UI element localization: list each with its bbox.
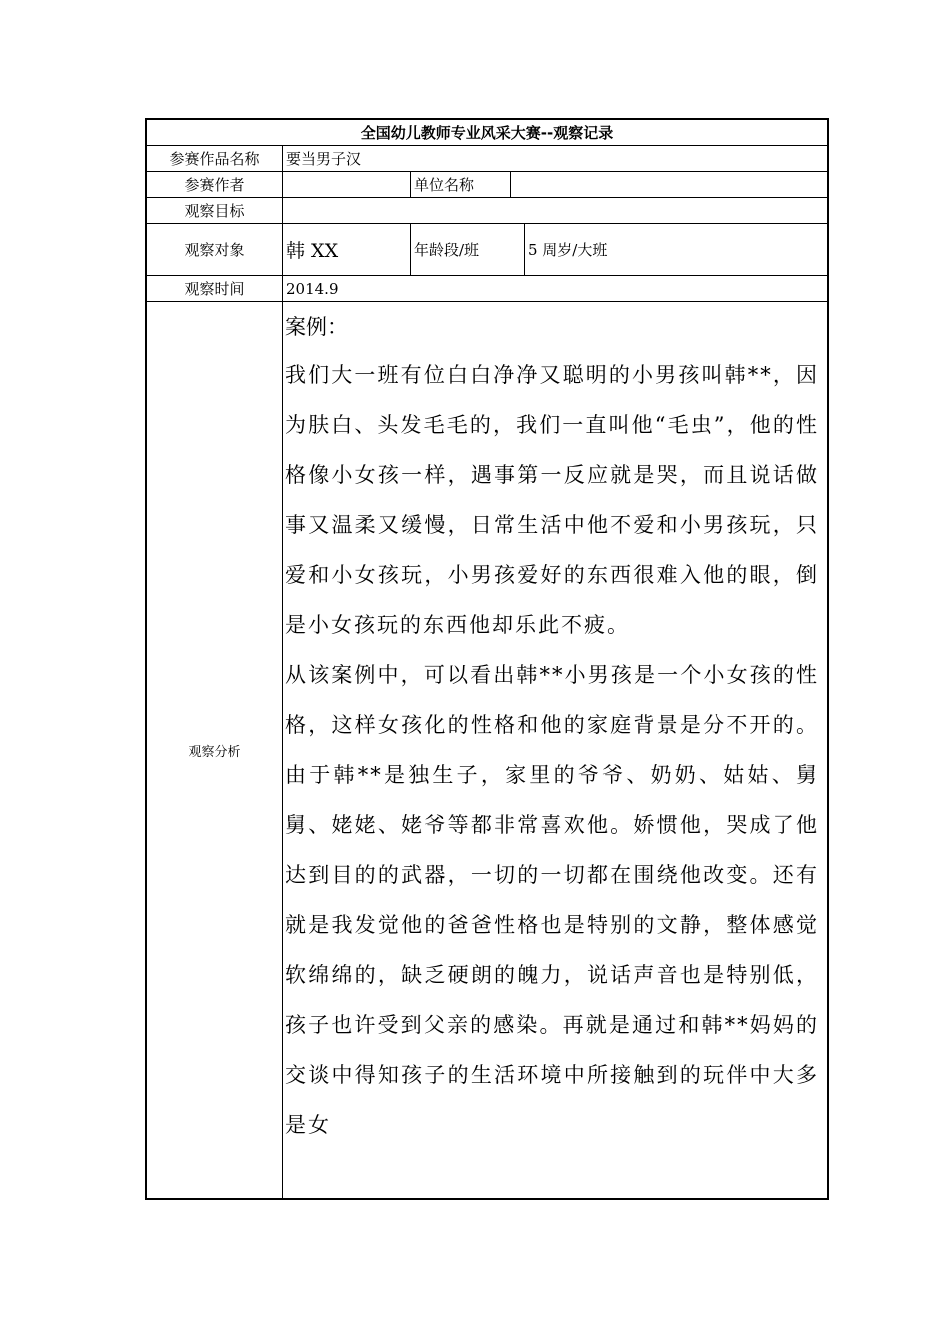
goal-label: 观察目标 [147, 198, 283, 223]
analysis-paragraph-1: 我们大一班有位白白净净又聪明的小男孩叫韩**，因为肤白、头发毛毛的，我们一直叫他“毛虫”，他的性格像小女孩一样，遇事第一反应就是哭，而且说话做事又温柔又缓慢，日常生活中他不爱和小男孩玩，只爱和小女孩玩，小男孩爱好的东西很难入他的眼，倒是小女孩玩的东西他却乐此不疲。 [285, 363, 819, 637]
time-label: 观察时间 [147, 276, 283, 301]
case-title: 案例： [285, 315, 348, 339]
title-row [147, 120, 827, 146]
work-name-row [147, 146, 827, 172]
table-title: 全国幼儿教师专业风采大赛--观察记录 [360, 124, 614, 142]
goal-value [283, 198, 827, 223]
time-value: 2014.9 [286, 279, 339, 298]
unit-value [511, 172, 827, 197]
subject-row [147, 224, 827, 276]
goal-row [147, 198, 827, 224]
analysis-paragraph-2: 从该案例中，可以看出韩**小男孩是一个小女孩的性格，这样女孩化的性格和他的家庭背景是分不开的。由于韩**是独生子，家里的爷爷、奶奶、姑姑、舅舅、姥姥、姥爷等都非常喜欢他。娇惯他，哭成了他达到目的的武器，一切的一切都在围绕他改变。还有就是我发觉他的爸爸性格也是特别的文静，整体感觉软绵绵的，缺乏硬朗的魄力，说话声音也是特别低，孩子也许受到父亲的感染。再就是通过和韩**妈妈的交谈中得知孩子的生活环境中所接触到的玩伴中大多是女 [285, 663, 819, 1137]
analysis-row [147, 302, 827, 1198]
time-row [147, 276, 827, 302]
work-name-value: 要当男子汉 [286, 150, 362, 168]
observation-record-table [145, 118, 829, 1200]
unit-label: 单位名称 [411, 172, 511, 197]
analysis-content [283, 302, 827, 1198]
subject-value: 韩 XX [283, 224, 411, 275]
subject-label: 观察对象 [147, 224, 283, 275]
age-value: 5 周岁/大班 [528, 241, 608, 259]
work-name-label: 参赛作品名称 [147, 146, 283, 171]
age-label: 年龄段/班 [411, 224, 525, 275]
author-label: 参赛作者 [147, 172, 283, 197]
author-row [147, 172, 827, 198]
author-value [283, 172, 411, 197]
analysis-label: 观察分析 [147, 302, 283, 1198]
